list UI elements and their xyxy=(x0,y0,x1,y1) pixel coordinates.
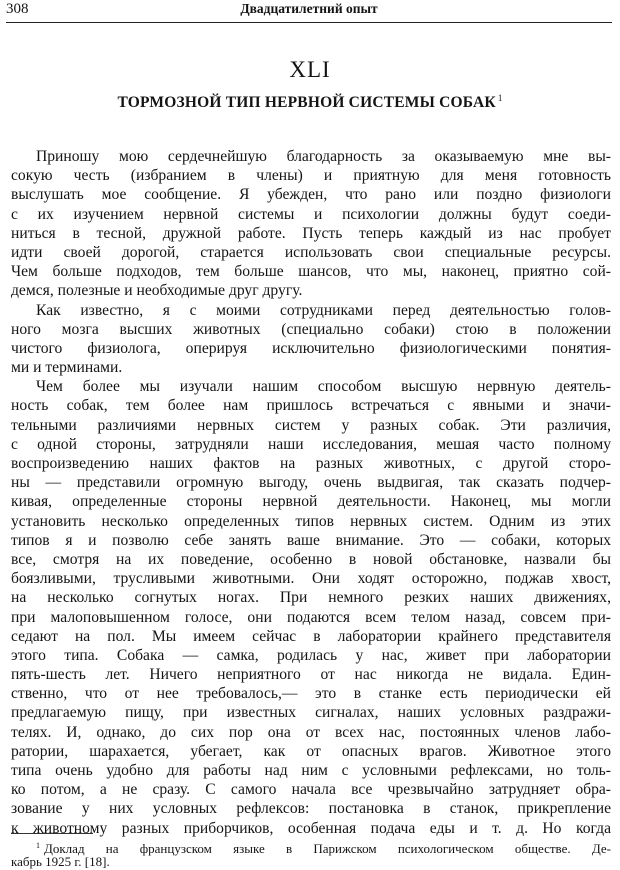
text-line: к животному разных приборчиков, особенная подача еды и т. д. Но когда xyxy=(11,819,611,837)
text-line: Как известно, я с моими сотрудниками перед деятельностью голов- xyxy=(36,301,611,319)
footnote xyxy=(11,838,611,870)
text-line: предлагаемую пищу, при известных сигналах, наших условных раздражи- xyxy=(11,704,611,722)
text-line: этого типа. Собака — самка, родилась у нас, живет при лаборатории xyxy=(11,646,611,664)
text-line: телях. И, однако, до сих пор она от всех нас, постоянных членов лабо- xyxy=(11,723,611,741)
text-line: ми и терминами. xyxy=(11,359,123,377)
text-line: все, смотря на их поведение, особенно в новой обстановке, назвали бы xyxy=(11,550,611,568)
text-line: ны — представили огромную выгоду, очень выдвигая, так сказать подчер- xyxy=(11,474,611,492)
chapter-number: XLI xyxy=(289,57,331,82)
chapter-title-text: ТОРМОЗНОЙ ТИП НЕРВНОЙ СИСТЕМЫ СОБАК xyxy=(117,94,496,111)
header-rule xyxy=(6,22,612,23)
page-number: 308 xyxy=(6,1,29,17)
text-line: с их изучением нервной системы и психологии должны будут соеди- xyxy=(11,205,611,223)
footnote-line xyxy=(11,838,611,854)
text-line: ратории, шарахается, убегает, как от опасных врагов. Животное этого xyxy=(11,742,611,760)
text-line: установить несколько определенных типов нервных систем. Одним из этих xyxy=(11,512,611,530)
text-line: идти своей дорогой, старается использовать свои специальные ресурсы. xyxy=(11,243,611,261)
page-header xyxy=(6,0,612,22)
footnote-ref: 1 xyxy=(497,93,503,103)
text-line: тельными различиями нервных систем у разных собак. Эти различия, xyxy=(11,416,611,434)
footnote-rule xyxy=(11,833,93,834)
text-line: ниться в тесной, дружной работе. Пусть теперь каждый из нас пробует xyxy=(11,224,611,242)
text-line: чистого физиолога, оперируя исключительно физиологическими понятия- xyxy=(11,339,611,357)
text-line: Чем более мы изучали нашим способом высшую нервную деятель- xyxy=(36,378,611,396)
footnote-marker: 1 xyxy=(36,841,40,850)
footnote-line-text: Доклад на французском языке в Парижском психологическом обществе. Де- xyxy=(44,841,611,856)
text-line: при малоповышенном голосе, они подаются всем телом назад, совсем при- xyxy=(11,608,611,626)
text-line: с одной стороны, затрудняли наши исследования, мешая часто полному xyxy=(11,435,611,453)
text-line: типа очень удобно для работы над ним с условными рефлексами, но толь- xyxy=(11,762,611,779)
text-line: Приношу мою сердечнейшую благодарность за оказываемую мне вы- xyxy=(36,148,611,165)
text-line: зование у них условных рефлексов: постановка в станок, прикрепление xyxy=(11,800,611,818)
text-line: ного мозга высших животных (специально собаки) стою в положении xyxy=(11,320,611,338)
text-line: ственно, что от нее требовалось,— это в станке есть периодически ей xyxy=(11,685,611,703)
text-line: пять-шесть лет. Ничего неприятного от нас никогда не видала. Един- xyxy=(11,666,611,684)
running-title: Двадцатилетний опыт xyxy=(240,1,378,16)
text-line: седают на пол. Мы имеем сейчас в лаборатории крайнего представителя xyxy=(11,627,611,645)
body-text xyxy=(11,147,611,838)
text-line: типов я и позволю себе занять ваше внимание. Это — собаки, которых xyxy=(11,531,611,549)
text-line: ко потом, а не сразу. С самого начала все чрезвычайно затрудняет обра- xyxy=(11,781,611,799)
text-line: на несколько согнутых ногах. При немного резких наших движениях, xyxy=(11,589,611,607)
text-line: выслушать мое сообщение. Я убежден, что рано или поздно физиологи xyxy=(11,186,611,204)
text-line: сокую честь (избранием в члены) и приятную для меня готовность xyxy=(11,167,611,185)
text-line: кивая, определенные стороны нервной деятельности. Наконец, мы могли xyxy=(11,493,611,511)
text-line: ность собак, тем более нам пришлось встречаться с явными и значи- xyxy=(11,397,611,415)
text-line: демся, полезные и необходимые друг другу. xyxy=(11,282,303,300)
footnote-line: кабрь 1925 г. [18]. xyxy=(11,854,110,869)
text-line: боязливыми, трусливыми животными. Они ходят осторожно, поджав хвост, xyxy=(11,570,611,588)
text-line: Чем больше подходов, тем больше шансов, что мы, наконец, приятно сой- xyxy=(11,263,611,281)
chapter-title xyxy=(0,93,620,112)
text-line: воспроизведению наших фактов на разных животных, с другой сторо- xyxy=(11,455,611,472)
